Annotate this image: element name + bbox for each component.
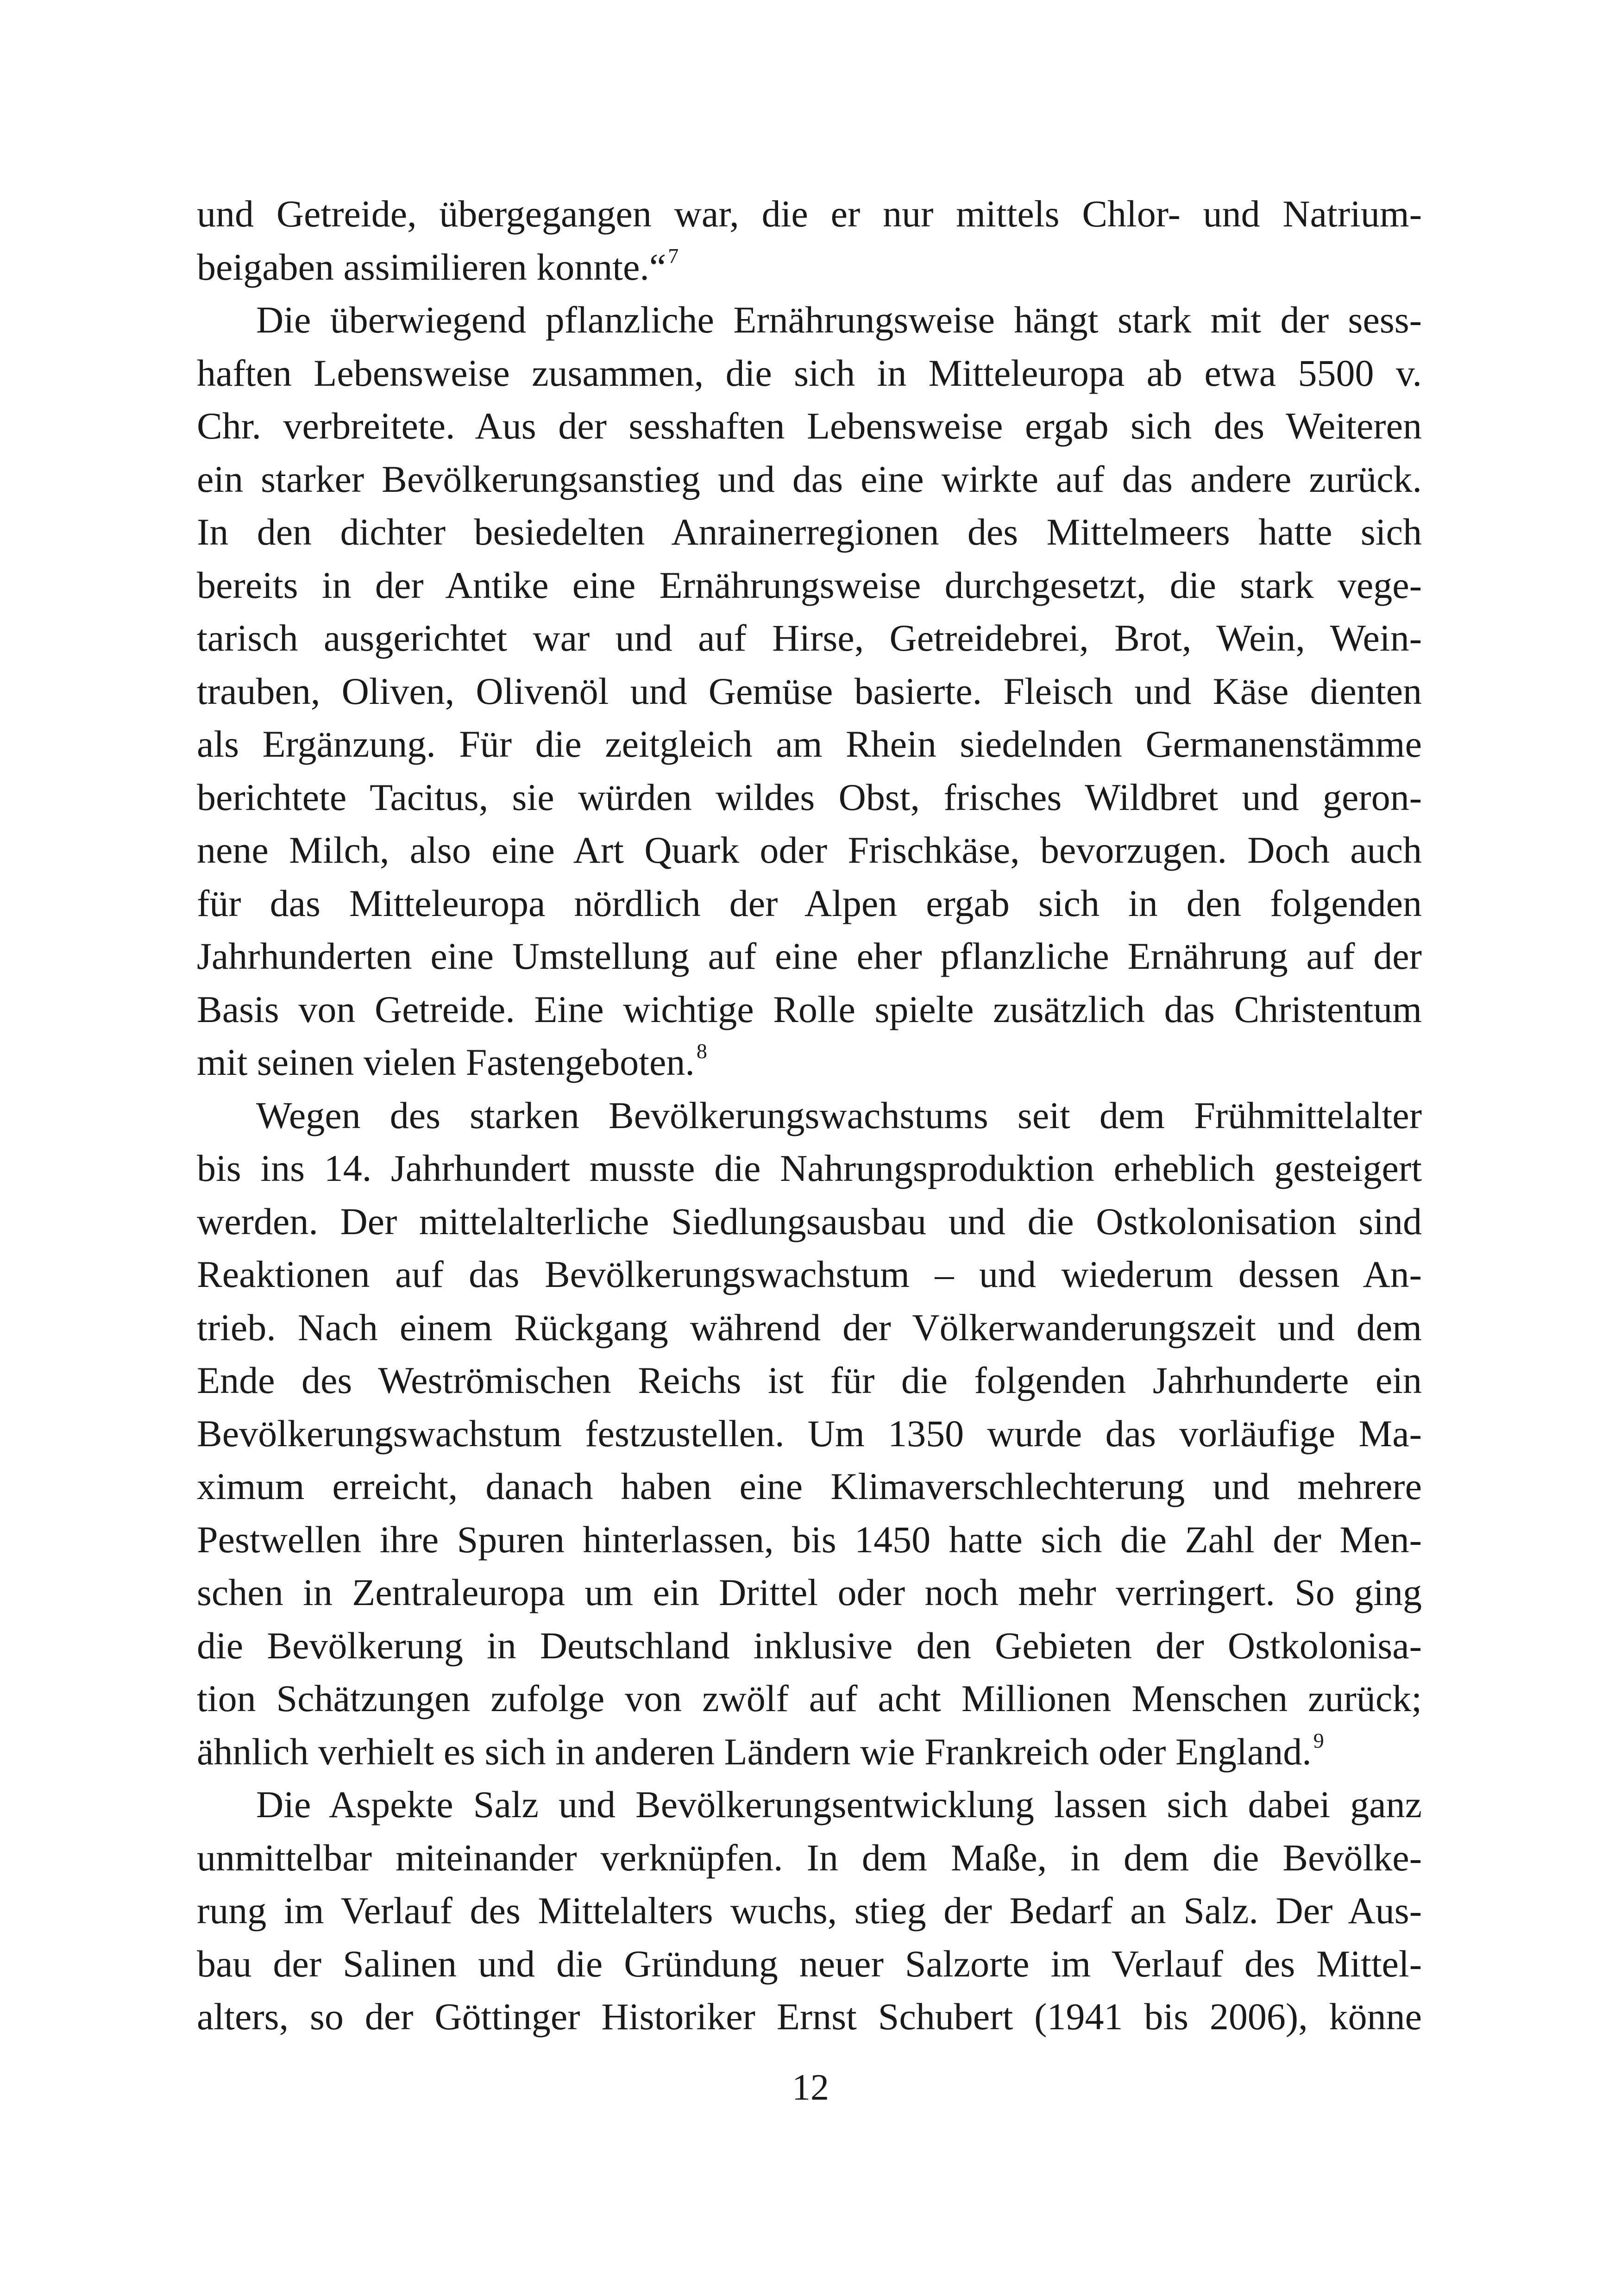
text-line-content: ähnlich verhielt es sich in anderen Ländern wie Frankreich oder England. <box>197 1730 1312 1773</box>
text-line-content: alters, so der Göttinger Historiker Ernst Schubert (1941 bis 2006), könne <box>197 1995 1422 2038</box>
text-line <box>197 188 1422 241</box>
text-line <box>197 930 1422 983</box>
text-line-content: ein starker Bevölkerungsanstieg und das eine wirkte auf das andere zurück. <box>197 458 1422 500</box>
text-line-content: Ende des Weströmischen Reichs ist für die folgenden Jahrhunderte ein <box>197 1359 1422 1401</box>
text-line-content: mit seinen vielen Fastengeboten. <box>197 1041 695 1083</box>
text-line <box>197 1938 1422 1991</box>
text-line <box>197 983 1422 1036</box>
page-number: 12 <box>792 2067 829 2108</box>
text-line-content: Chr. verbreitete. Aus der sesshaften Lebensweise ergab sich des Weiteren <box>197 405 1422 447</box>
text-line <box>197 718 1422 771</box>
text-line-content: trauben, Oliven, Olivenöl und Gemüse basierte. Fleisch und Käse dienten <box>197 670 1422 712</box>
text-line <box>197 612 1422 665</box>
body-text <box>197 188 1422 2044</box>
text-line <box>197 1725 1422 1779</box>
text-line <box>197 400 1422 453</box>
text-line-content: ximum erreicht, danach haben eine Klimaverschlechterung und mehrere <box>197 1465 1422 1507</box>
text-line-content: schen in Zentraleuropa um ein Drittel oder noch mehr verringert. So ging <box>197 1571 1422 1613</box>
text-line-content: Reaktionen auf das Bevölkerungswachstum – und wiederum dessen An- <box>197 1253 1422 1295</box>
text-line-content: bereits in der Antike eine Ernährungsweise durchgesetzt, die stark vege- <box>197 564 1422 606</box>
text-line-content: tarisch ausgerichtet war und auf Hirse, Getreidebrei, Brot, Wein, Wein- <box>197 617 1422 659</box>
text-line <box>197 1407 1422 1461</box>
footnote-marker: 9 <box>1313 1728 1324 1752</box>
text-line <box>197 771 1422 824</box>
text-line <box>197 1672 1422 1725</box>
text-line-content: beigaben assimilieren konnte.“ <box>197 245 666 288</box>
text-line-content: rung im Verlauf des Mittelalters wuchs, stieg der Bedarf an Salz. Der Aus- <box>197 1889 1422 1932</box>
text-line <box>197 1990 1422 2044</box>
text-line-content: bau der Salinen und die Gründung neuer Salzorte im Verlauf des Mittel- <box>197 1942 1422 1985</box>
text-line <box>197 1566 1422 1619</box>
text-line-content: tion Schätzungen zufolge von zwölf auf acht Millionen Menschen zurück; <box>197 1677 1422 1719</box>
text-line-content: unmittelbar miteinander verknüpfen. In dem Maße, in dem die Bevölke- <box>197 1836 1422 1879</box>
text-line <box>197 1460 1422 1513</box>
text-line-content: nene Milch, also eine Art Quark oder Frischkäse, bevorzugen. Doch auch <box>197 829 1422 871</box>
text-line <box>197 1884 1422 1938</box>
text-line <box>197 824 1422 877</box>
text-line-content: trieb. Nach einem Rückgang während der Völkerwanderungszeit und dem <box>197 1306 1422 1349</box>
text-line <box>197 1195 1422 1248</box>
text-line-content: Pestwellen ihre Spuren hinterlassen, bis 1450 hatte sich die Zahl der Men- <box>197 1518 1422 1561</box>
text-line <box>197 506 1422 559</box>
text-line-content: werden. Der mittelalterliche Siedlungsausbau und die Ostkolonisation sind <box>197 1200 1422 1242</box>
text-line-content: berichtete Tacitus, sie würden wildes Obst, frisches Wildbret und geron- <box>197 776 1422 818</box>
text-line <box>197 1089 1422 1142</box>
text-line <box>197 1832 1422 1885</box>
text-line <box>197 1142 1422 1195</box>
text-line <box>197 1354 1422 1407</box>
footnote-marker: 7 <box>668 244 679 268</box>
text-line <box>197 1513 1422 1567</box>
text-line <box>197 294 1422 347</box>
text-line-content: Jahrhunderten eine Umstellung auf eine eher pflanzliche Ernährung auf der <box>197 935 1422 977</box>
text-line-content: haften Lebensweise zusammen, die sich in Mitteleuropa ab etwa 5500 v. <box>197 351 1422 394</box>
text-line-content: Basis von Getreide. Eine wichtige Rolle spielte zusätzlich das Christentum <box>197 988 1422 1030</box>
text-line <box>197 665 1422 718</box>
text-line-content: bis ins 14. Jahrhundert musste die Nahrungsproduktion erheblich gesteigert <box>197 1147 1422 1189</box>
text-line <box>197 1248 1422 1301</box>
text-line-content: und Getreide, übergegangen war, die er nur mittels Chlor- und Natrium- <box>197 193 1422 235</box>
text-line-content: Wegen des starken Bevölkerungswachstums seit dem Frühmittelalter <box>256 1094 1422 1136</box>
text-line-content: Die überwiegend pflanzliche Ernährungsweise hängt stark mit der sess- <box>256 299 1422 341</box>
text-line <box>197 877 1422 930</box>
text-line <box>197 1036 1422 1089</box>
footnote-marker: 8 <box>696 1039 707 1063</box>
text-line <box>197 453 1422 506</box>
text-line-content: In den dichter besiedelten Anrainerregionen des Mittelmeers hatte sich <box>197 511 1422 553</box>
text-line <box>197 1301 1422 1355</box>
text-line-content: für das Mitteleuropa nördlich der Alpen ergab sich in den folgenden <box>197 882 1422 924</box>
text-line <box>197 1619 1422 1673</box>
text-line-content: Bevölkerungswachstum festzustellen. Um 1350 wurde das vorläufige Ma- <box>197 1412 1422 1455</box>
text-line <box>197 241 1422 294</box>
text-line <box>197 559 1422 612</box>
text-line-content: als Ergänzung. Für die zeitgleich am Rhein siedelnden Germanenstämme <box>197 723 1422 765</box>
text-line-content: Die Aspekte Salz und Bevölkerungsentwicklung lassen sich dabei ganz <box>256 1783 1422 1826</box>
text-line <box>197 1778 1422 1832</box>
text-line <box>197 347 1422 400</box>
text-line-content: die Bevölkerung in Deutschland inklusive den Gebieten der Ostkolonisa- <box>197 1624 1422 1667</box>
